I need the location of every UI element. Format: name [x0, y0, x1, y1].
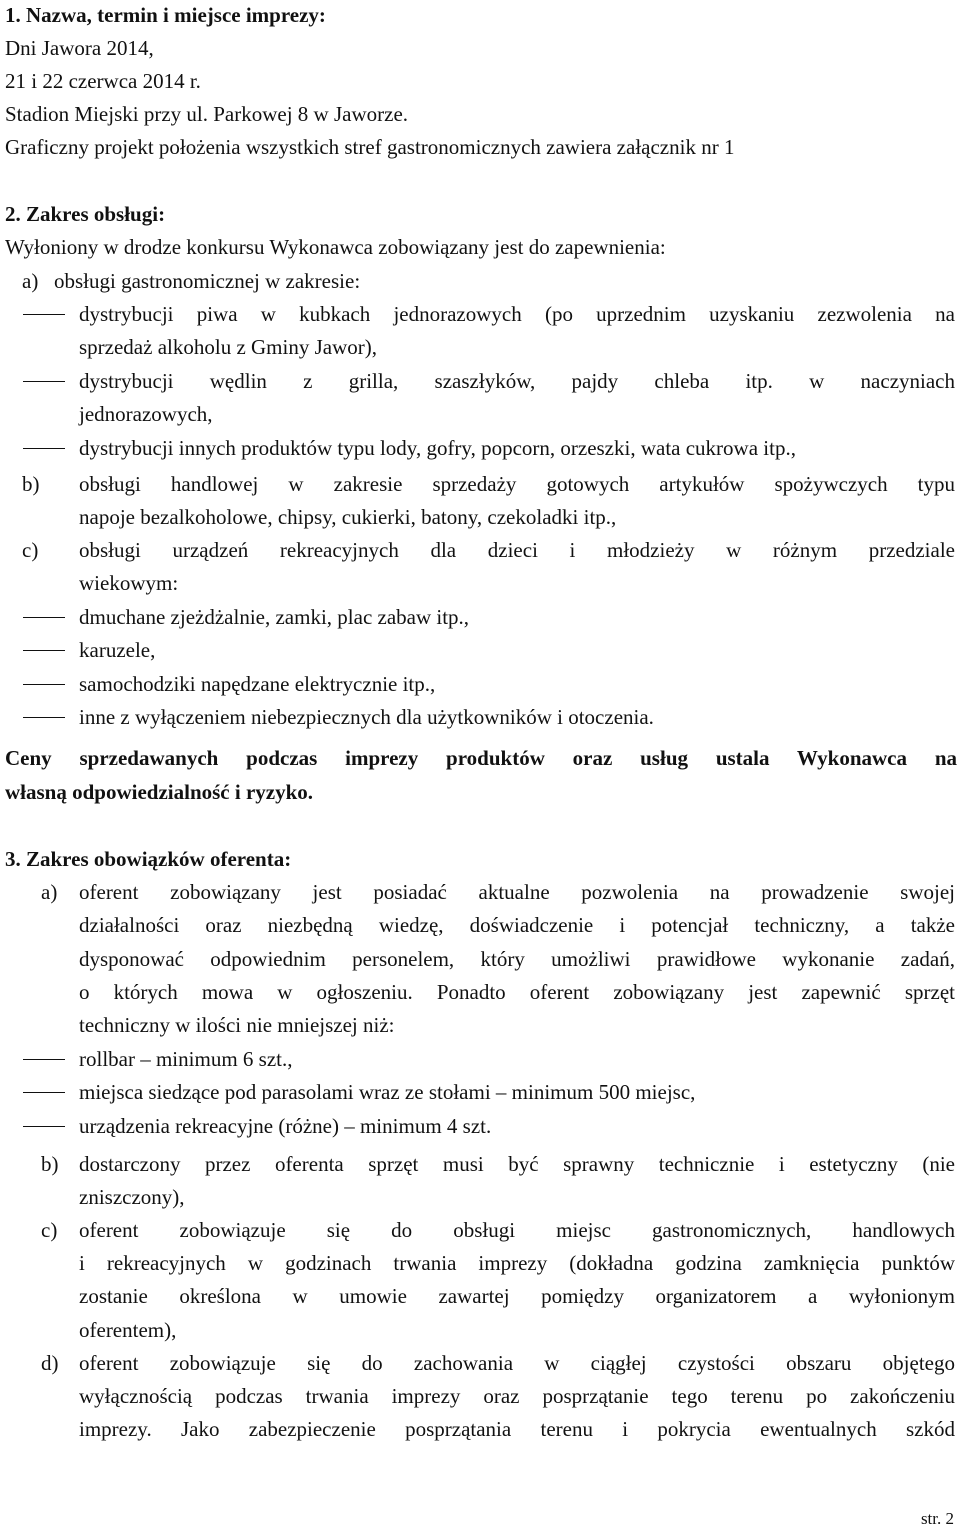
section-1-line: Dni Jawora 2014,: [5, 36, 154, 60]
list-item: jednorazowych,: [79, 402, 213, 426]
section-1-heading: 1. Nazwa, termin i miejsce imprezy:: [5, 3, 326, 27]
list-item: rollbar – minimum 6 szt.,: [79, 1047, 293, 1071]
list-label-b: b): [22, 472, 40, 496]
list-item: dystrybucji piwa w kubkach jednorazowych (po uprzednim uzyskaniu zezwolenia na: [79, 302, 955, 326]
dash-bullet: [23, 684, 65, 685]
list-label-b: b): [41, 1152, 59, 1176]
section-1-line: Stadion Miejski przy ul. Parkowej 8 w Jaworze.: [5, 102, 409, 126]
dash-bullet: [23, 1092, 65, 1093]
section-3-b-line: dostarczony przez oferenta sprzęt musi być sprawny technicznie i estetyczny (nie: [79, 1152, 955, 1176]
list-item: samochodziki napędzane elektrycznie itp.,: [79, 672, 436, 696]
section-3-c-line: oferentem),: [79, 1318, 177, 1342]
dash-bullet: [23, 617, 65, 618]
section-3-a-line: o których mowa w ogłoszeniu. Ponadto oferent zobowiązany jest zapewnić sprzęt: [79, 980, 955, 1004]
section-3-heading: 3. Zakres obowiązków oferenta:: [5, 847, 292, 871]
pricing-note: Ceny sprzedawanych podczas imprezy produktów oraz usług ustala Wykonawca na: [5, 746, 957, 770]
section-3-c-line: zostanie określona w umowie zawartej pomiędzy organizatorem a wyłonionym: [79, 1284, 955, 1308]
pricing-note: własną odpowiedzialność i ryzyko.: [5, 780, 314, 804]
section-3-a-line: techniczny w ilości nie mniejszej niż:: [79, 1013, 395, 1037]
section-3-d-line: imprezy. Jako zabezpieczenie posprzątania terenu i pokrycia ewentualnych szkód: [79, 1417, 955, 1441]
list-label-a: a): [41, 880, 58, 904]
section-3-d-line: wyłącznością podczas trwania imprezy oraz posprzątanie tego terenu po zakończeniu: [79, 1384, 955, 1408]
section-2-intro: Wyłoniony w drodze konkursu Wykonawca zobowiązany jest do zapewnienia:: [5, 235, 666, 259]
page-number: str. 2: [920, 1509, 954, 1528]
section-3-a-line: oferent zobowiązany jest posiadać aktualne pozwolenia na prowadzenie swojej: [79, 880, 955, 904]
dash-bullet: [23, 650, 65, 651]
section-3-b-line: zniszczony),: [79, 1185, 185, 1209]
dash-bullet: [23, 448, 65, 449]
section-2-a-text: obsługi gastronomicznej w zakresie:: [54, 269, 361, 293]
section-2-heading: 2. Zakres obsługi:: [5, 202, 166, 226]
section-3-d-line: oferent zobowiązuje się do zachowania w ciągłej czystości obszaru objętego: [79, 1351, 955, 1375]
list-item: dystrybucji wędlin z grilla, szaszłyków, pajdy chleba itp. w naczyniach: [79, 369, 955, 393]
list-item: sprzedaż alkoholu z Gminy Jawor),: [79, 335, 377, 359]
list-item: dystrybucji innych produktów typu lody, gofry, popcorn, orzeszki, wata cukrowa itp.,: [79, 436, 796, 460]
list-item: karuzele,: [79, 638, 156, 662]
dash-bullet: [23, 1059, 65, 1060]
list-item: urządzenia rekreacyjne (różne) – minimum 4 szt.: [79, 1114, 492, 1138]
list-label-a: a): [22, 269, 39, 293]
list-item: inne z wyłączeniem niebezpiecznych dla użytkowników i otoczenia.: [79, 705, 654, 729]
list-item: miejsca siedzące pod parasolami wraz ze stołami – minimum 500 miejsc,: [79, 1080, 696, 1104]
section-3-c-line: i rekreacyjnych w godzinach trwania imprezy (dokładna godzina zamknięcia punktów: [79, 1251, 955, 1275]
dash-bullet: [23, 381, 65, 382]
list-item: dmuchane zjeżdżalnie, zamki, plac zabaw itp.,: [79, 605, 470, 629]
dash-bullet: [23, 717, 65, 718]
dash-bullet: [23, 1126, 65, 1127]
section-3-a-line: dysponować odpowiednim personelem, który umożliwi prawidłowe wykonanie zadań,: [79, 947, 955, 971]
list-label-c: c): [22, 538, 39, 562]
section-2-c-line: wiekowym:: [79, 571, 179, 595]
section-2-b-line: obsługi handlowej w zakresie sprzedaży gotowych artykułów spożywczych typu: [79, 472, 955, 496]
dash-bullet: [23, 314, 65, 315]
section-1-line: Graficzny projekt położenia wszystkich stref gastronomicznych zawiera załącznik nr 1: [5, 135, 735, 159]
section-2-c-line: obsługi urządzeń rekreacyjnych dla dzieci i młodzieży w różnym przedziale: [79, 538, 955, 562]
list-label-d: d): [41, 1351, 59, 1375]
section-3-c-line: oferent zobowiązuje się do obsługi miejsc gastronomicznych, handlowych: [79, 1218, 955, 1242]
section-2-b-line: napoje bezalkoholowe, chipsy, cukierki, batony, czekoladki itp.,: [79, 505, 617, 529]
section-3-a-line: działalności oraz niezbędną wiedzę, doświadczenie i potencjał techniczny, a także: [79, 913, 955, 937]
list-label-c: c): [41, 1218, 58, 1242]
section-1-line: 21 i 22 czerwca 2014 r.: [5, 69, 201, 93]
